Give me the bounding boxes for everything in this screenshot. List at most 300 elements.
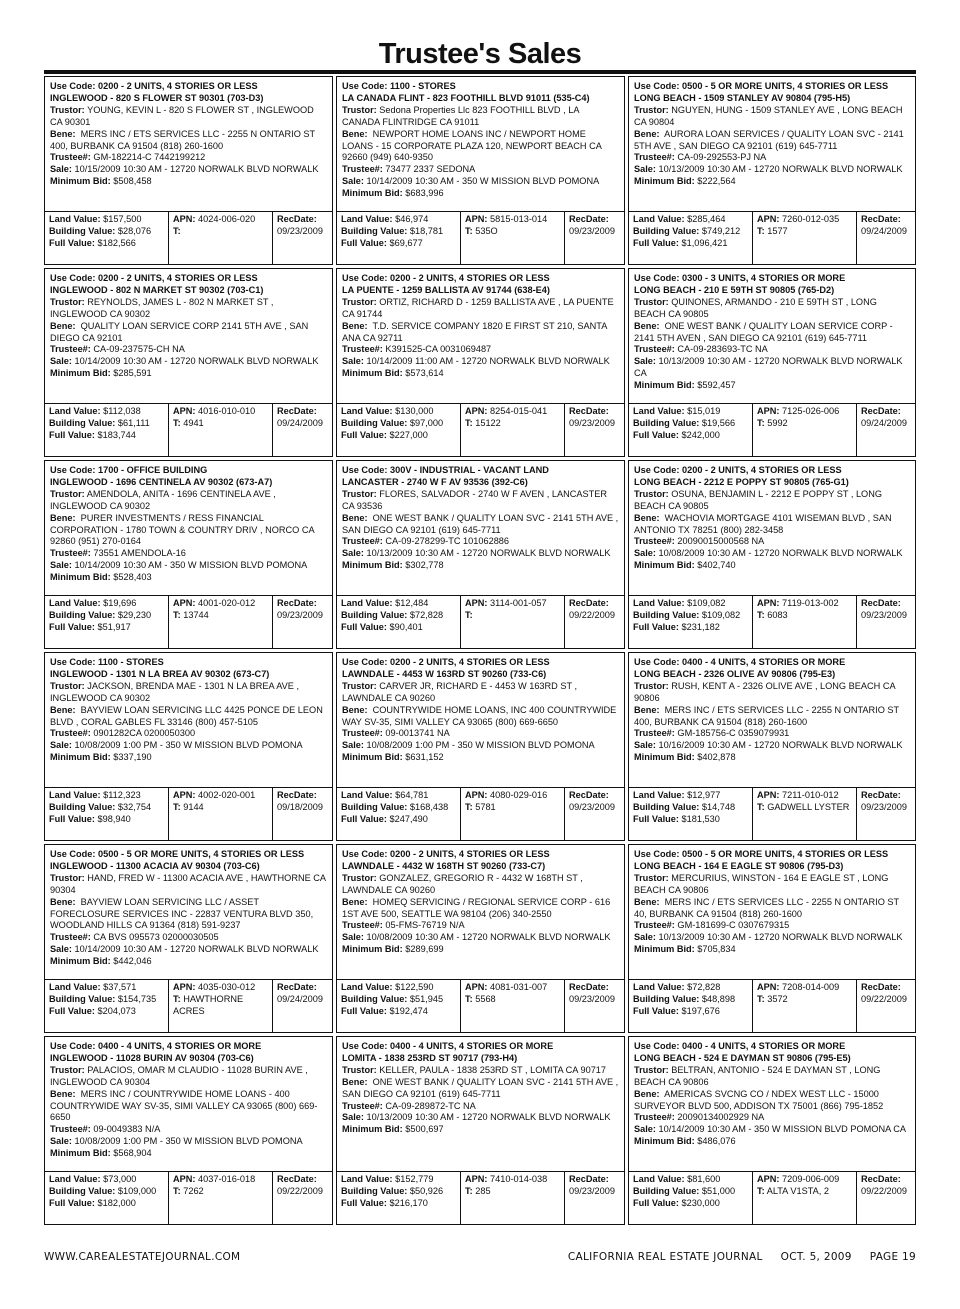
- listing-card: [628, 844, 916, 1033]
- tract-label: T:: [465, 801, 473, 812]
- trustee-value: 20090134002929 NA: [677, 1112, 765, 1123]
- listing-card: [336, 844, 625, 1033]
- footer-publication: CALIFORNIA REAL ESTATE JOURNAL: [567, 1251, 763, 1263]
- min-bid-value: $592,457: [697, 380, 736, 391]
- tract-value: 5781: [475, 801, 496, 812]
- property-address: INGLEWOOD - 820 S FLOWER ST 90301 (703-D3): [50, 92, 264, 103]
- use-code: Use Code: 0200 - 2 UNITS, 4 STORIES OR LESS: [634, 465, 842, 475]
- building-value-label: Building Value:: [341, 993, 408, 1004]
- apn-label: APN:: [465, 598, 488, 608]
- trustee-label: Trustee#:: [342, 164, 383, 175]
- apn-label: APN:: [173, 790, 196, 800]
- rec-date-label: RecDate:: [569, 982, 609, 992]
- min-bid-label: Minimum Bid:: [634, 944, 695, 955]
- bene-label: Bene:: [50, 1088, 76, 1099]
- bene-label: Bene:: [634, 128, 660, 139]
- sale-value: 10/08/2009 1:00 PM - 350 W MISSION BLVD POMONA: [74, 1136, 303, 1147]
- land-value-label: Land Value:: [633, 1174, 685, 1184]
- footer-info: [568, 1251, 916, 1263]
- trustor-line: [342, 681, 619, 705]
- trustor-value: CARVER JR, RICHARD E - 4453 W 163RD ST , LAWNDALE CA 90260: [342, 680, 578, 703]
- trustor-label: Trustor:: [50, 104, 85, 115]
- rec-date-label: RecDate:: [277, 406, 317, 416]
- building-value-label: Building Value:: [633, 417, 700, 428]
- min-bid-value: $337,190: [113, 752, 152, 763]
- trustor-value: BELTRAN, ANTONIO - 524 E DAYMAN ST , LONG BEACH CA 90806: [634, 1064, 881, 1087]
- full-value: $192,474: [389, 1005, 428, 1016]
- trustee-value: 09-0049383 N/A: [93, 1124, 161, 1135]
- apn-label: APN:: [757, 598, 780, 608]
- tract-label: T:: [465, 225, 473, 236]
- use-code: Use Code: 0400 - 4 UNITS, 4 STORIES OR MORE: [634, 1041, 846, 1051]
- land-value: $112,323: [103, 790, 141, 800]
- rec-date-value: 09/22/2009: [861, 993, 907, 1004]
- land-value: $37,571: [103, 982, 137, 992]
- sale-label: Sale:: [342, 740, 364, 751]
- listing-card: [44, 1036, 333, 1225]
- trustor-line: [50, 1065, 327, 1089]
- tract-label: T:: [465, 993, 473, 1004]
- apn-label: APN:: [173, 214, 196, 224]
- building-value-label: Building Value:: [633, 993, 700, 1004]
- rec-date-value: 09/24/2009: [277, 417, 323, 428]
- bene-line: [634, 513, 910, 537]
- min-bid-line: [342, 560, 619, 572]
- sale-line: [342, 356, 619, 368]
- sale-label: Sale:: [634, 1124, 656, 1135]
- bene-value: AMERICAS SVCNG CO / NDEX WEST LLC - 15000 SURVEYOR BLVD 500, ADDISON TX 75001 (866) 795-1852: [634, 1088, 884, 1111]
- full-value-label: Full Value:: [49, 237, 95, 248]
- value-column: [629, 596, 753, 648]
- bene-line: [50, 1089, 327, 1125]
- min-bid-label: Minimum Bid:: [634, 752, 695, 763]
- value-column: [337, 404, 461, 456]
- trustee-line: [50, 548, 327, 560]
- min-bid-label: Minimum Bid:: [634, 1136, 695, 1147]
- rec-date-label: RecDate:: [277, 982, 317, 992]
- value-column: [629, 212, 753, 264]
- rec-date-label: RecDate:: [277, 214, 317, 224]
- sale-line: [634, 164, 910, 176]
- min-bid-value: $573,614: [405, 368, 444, 379]
- rec-date-value: 09/18/2009: [277, 801, 323, 812]
- parcel-column: [461, 980, 565, 1032]
- listing-details: [629, 77, 915, 211]
- trustee-value: 73551 AMENDOLA-16: [93, 548, 186, 559]
- listing-details: [45, 461, 332, 595]
- parcel-column: [461, 596, 565, 648]
- apn-value: 5815-013-014: [490, 214, 548, 224]
- apn-label: APN:: [757, 790, 780, 800]
- land-value: $109,082: [687, 598, 726, 608]
- sale-value: 10/16/2009 10:30 AM - 12720 NORWALK BLVD NORWALK: [658, 740, 903, 751]
- use-code: Use Code: 0400 - 4 UNITS, 4 STORIES OR MORE: [50, 1041, 262, 1051]
- record-column: [565, 212, 624, 264]
- trustor-value: KELLER, PAULA - 1838 253RD ST , LOMITA CA 90717: [379, 1064, 607, 1075]
- min-bid-line: [634, 560, 910, 572]
- full-value-label: Full Value:: [49, 429, 95, 440]
- sale-value: 10/08/2009 10:30 AM - 12720 NORWALK BLVD NORWALK: [658, 548, 903, 559]
- trustee-value: 0901282CA 0200050300: [93, 728, 196, 739]
- valuation-table: [337, 595, 624, 648]
- rec-date-label: RecDate:: [569, 1174, 609, 1184]
- bene-value: MERS INC / ETS SERVICES LLC - 2255 N ONTARIO ST 400, BURBANK CA 91504 (818) 260-1600: [50, 128, 315, 151]
- min-bid-value: $289,699: [405, 944, 444, 955]
- land-value-label: Land Value:: [49, 214, 101, 224]
- record-column: [565, 980, 624, 1032]
- trustee-value: GM-181699-C 0307679315: [677, 920, 790, 931]
- listing-card: [44, 268, 333, 457]
- min-bid-value: $631,152: [405, 752, 444, 763]
- bene-line: [634, 1089, 910, 1113]
- apn-label: APN:: [173, 982, 196, 992]
- min-bid-label: Minimum Bid:: [50, 572, 111, 583]
- building-value: $51,000: [701, 1185, 736, 1196]
- sale-value: 10/08/2009 1:00 PM - 350 W MISSION BLVD POMONA: [366, 740, 595, 751]
- sale-value: 10/14/2009 10:30 AM - 350 W MISSION BLVD POMONA CA: [658, 1124, 907, 1135]
- trustor-value: FLORES, SALVADOR - 2740 W F AVEN , LANCASTER CA 93536: [342, 488, 607, 511]
- land-value: $12,484: [395, 598, 429, 608]
- use-code: Use Code: 0500 - 5 OR MORE UNITS, 4 STORIES OR LESS: [634, 81, 889, 91]
- sale-value: 10/08/2009 1:00 PM - 350 W MISSION BLVD POMONA: [74, 740, 303, 751]
- tract-value: 4941: [183, 417, 204, 428]
- min-bid-line: [342, 188, 619, 200]
- property-address: INGLEWOOD - 1301 N LA BREA AV 90302 (673-C7): [50, 668, 270, 679]
- land-value: $15,019: [687, 406, 721, 416]
- min-bid-label: Minimum Bid:: [342, 944, 403, 955]
- apn-label: APN:: [465, 982, 488, 992]
- property-address: LONG BEACH - 210 E 59TH ST 90805 (765-D2): [634, 284, 835, 295]
- valuation-table: [337, 211, 624, 264]
- building-value: $29,230: [117, 609, 152, 620]
- trustee-line: [634, 1112, 910, 1124]
- parcel-column: [753, 596, 857, 648]
- min-bid-label: Minimum Bid:: [50, 176, 111, 187]
- building-value: $61,111: [117, 417, 150, 428]
- trustee-line: [634, 728, 910, 740]
- value-column: [629, 980, 753, 1032]
- trustor-label: Trustor:: [50, 488, 85, 499]
- listing-details: [45, 77, 332, 211]
- min-bid-value: $568,904: [113, 1148, 152, 1159]
- record-column: [857, 596, 915, 648]
- apn-label: APN:: [173, 1174, 196, 1184]
- sale-line: [50, 944, 327, 956]
- min-bid-value: $402,740: [697, 560, 736, 571]
- trustee-line: [50, 728, 327, 740]
- trustor-label: Trustor:: [50, 872, 85, 883]
- full-value-label: Full Value:: [341, 237, 387, 248]
- land-value-label: Land Value:: [49, 406, 101, 416]
- full-value: $242,000: [681, 429, 720, 440]
- trustee-value: CA-09-283693-TC NA: [677, 344, 768, 355]
- full-value: $181,530: [681, 813, 720, 824]
- listing-details: [337, 77, 624, 211]
- building-value: $168,438: [409, 801, 449, 812]
- bene-label: Bene:: [342, 320, 368, 331]
- valuation-table: [337, 979, 624, 1032]
- bene-value: HOMEQ SERVICING / REGIONAL SERVICE CORP - 616 1ST AVE 500, SEATTLE WA 98104 (206) 340-2550: [342, 896, 611, 919]
- trustee-line: [634, 920, 910, 932]
- valuation-table: [337, 787, 624, 840]
- trustee-label: Trustee#:: [634, 1112, 675, 1123]
- listing-details: [337, 461, 624, 595]
- record-column: [565, 1172, 624, 1224]
- sale-line: [50, 560, 327, 572]
- valuation-table: [337, 403, 624, 456]
- trustee-label: Trustee#:: [634, 920, 675, 931]
- min-bid-label: Minimum Bid:: [342, 188, 403, 199]
- full-value-label: Full Value:: [633, 429, 679, 440]
- sale-label: Sale:: [634, 164, 656, 175]
- rec-date-value: 09/23/2009: [569, 1185, 615, 1196]
- trustee-line: [342, 536, 619, 548]
- trustee-label: Trustee#:: [50, 932, 91, 943]
- sale-label: Sale:: [634, 740, 656, 751]
- sale-label: Sale:: [342, 356, 364, 367]
- parcel-column: [753, 212, 857, 264]
- full-value-label: Full Value:: [633, 621, 679, 632]
- trustee-value: GM-182214-C 7442199212: [93, 152, 206, 163]
- parcel-column: [753, 1172, 857, 1224]
- valuation-table: [45, 595, 332, 648]
- sale-value: 10/13/2009 10:30 AM - 12720 NORWALK BLVD NORWALK: [366, 1112, 611, 1123]
- trustee-line: [342, 728, 619, 740]
- use-code: Use Code: 0200 - 2 UNITS, 4 STORIES OR LESS: [50, 273, 258, 283]
- use-code: Use Code: 0200 - 2 UNITS, 4 STORIES OR LESS: [342, 849, 550, 859]
- value-column: [45, 788, 169, 840]
- property-address: LONG BEACH - 1509 STANLEY AV 90804 (795-H5): [634, 92, 851, 103]
- rec-date-value: 09/24/2009: [277, 993, 323, 1004]
- sale-label: Sale:: [634, 548, 656, 559]
- trustee-value: 73477 2337 SEDONA: [385, 164, 476, 175]
- record-column: [857, 980, 915, 1032]
- value-column: [45, 980, 169, 1032]
- bene-value: ONE WEST BANK / QUALITY LOAN SERVICE CORP - 2141 5TH AVEN , SAN DIEGO CA 92101 (619) 645-7711: [634, 320, 893, 343]
- trustor-label: Trustor:: [342, 680, 377, 691]
- trustor-label: Trustor:: [342, 104, 377, 115]
- min-bid-value: $508,458: [113, 176, 152, 187]
- trustee-label: Trustee#:: [634, 536, 675, 547]
- full-value: $69,677: [389, 237, 423, 248]
- record-column: [273, 212, 332, 264]
- property-address: LONG BEACH - 2326 OLIVE AV 90806 (795-E3): [634, 668, 836, 679]
- apn-value: 8254-015-041: [490, 406, 548, 416]
- min-bid-value: $528,403: [113, 572, 152, 583]
- apn-value: 7125-026-006: [782, 406, 840, 416]
- tract-value: ALTA V1STA, 2: [766, 1185, 829, 1196]
- min-bid-value: $683,996: [405, 188, 444, 199]
- record-column: [273, 404, 332, 456]
- min-bid-value: $402,878: [697, 752, 736, 763]
- sale-label: Sale:: [50, 944, 72, 955]
- parcel-column: [461, 1172, 565, 1224]
- use-code: Use Code: 1100 - STORES: [342, 81, 456, 91]
- trustee-label: Trustee#:: [634, 152, 675, 163]
- min-bid-label: Minimum Bid:: [342, 368, 403, 379]
- full-value-label: Full Value:: [633, 1197, 679, 1208]
- min-bid-line: [50, 1148, 327, 1160]
- land-value-label: Land Value:: [341, 214, 393, 224]
- building-value-label: Building Value:: [341, 417, 408, 428]
- min-bid-line: [342, 752, 619, 764]
- tract-value: 285: [475, 1185, 491, 1196]
- min-bid-label: Minimum Bid:: [634, 560, 695, 571]
- value-column: [629, 404, 753, 456]
- trustor-label: Trustor:: [342, 296, 377, 307]
- full-value-label: Full Value:: [49, 1197, 95, 1208]
- listing-card: [44, 652, 333, 841]
- trustee-label: Trustee#:: [50, 152, 91, 163]
- apn-label: APN:: [757, 406, 780, 416]
- building-value: $18,781: [409, 225, 444, 236]
- trustor-value: OSUNA, BENJAMIN L - 2212 E POPPY ST , LONG BEACH CA 90805: [634, 488, 882, 511]
- parcel-column: [169, 980, 273, 1032]
- trustee-line: [634, 536, 910, 548]
- full-value: $227,000: [389, 429, 428, 440]
- value-column: [629, 1172, 753, 1224]
- trustee-value: CA-09-278299-TC 101062886: [385, 536, 510, 547]
- min-bid-line: [50, 956, 327, 968]
- bene-value: BAYVIEW LOAN SERVICING LLC 4425 PONCE DE LEON BLVD , CORAL GABLES FL 33146 (800) 457-5105: [50, 704, 323, 727]
- rec-date-label: RecDate:: [277, 1174, 317, 1184]
- full-value: $231,182: [681, 621, 720, 632]
- trustee-label: Trustee#:: [634, 344, 675, 355]
- land-value-label: Land Value:: [633, 982, 685, 992]
- property-address: LONG BEACH - 524 E DAYMAN ST 90806 (795-E5): [634, 1052, 851, 1063]
- trustee-value: 05-FMS-76719 N/A: [385, 920, 465, 931]
- bene-label: Bene:: [50, 512, 76, 523]
- sale-label: Sale:: [50, 1136, 72, 1147]
- valuation-table: [337, 1171, 624, 1224]
- sale-line: [342, 932, 619, 944]
- property-address: LONG BEACH - 164 E EAGLE ST 90806 (795-D3): [634, 860, 844, 871]
- listing-card: [44, 844, 333, 1033]
- parcel-column: [753, 788, 857, 840]
- sale-label: Sale:: [50, 560, 72, 571]
- building-value: $19,566: [701, 417, 736, 428]
- full-value-label: Full Value:: [49, 813, 95, 824]
- trustor-value: ORTIZ, RICHARD D - 1259 BALLISTA AVE , LA PUENTE CA 91744: [342, 296, 614, 319]
- listing-card: [628, 268, 916, 457]
- tract-value: 1577: [767, 225, 788, 236]
- min-bid-line: [342, 1124, 619, 1136]
- sale-line: [342, 1112, 619, 1124]
- land-value: $152,779: [395, 1174, 434, 1184]
- building-value-label: Building Value:: [633, 1185, 700, 1196]
- bene-line: [634, 129, 910, 153]
- use-code: Use Code: 0400 - 4 UNITS, 4 STORIES OR MORE: [342, 1041, 554, 1051]
- full-value: $182,000: [97, 1197, 136, 1208]
- building-value: $97,000: [409, 417, 444, 428]
- property-address: LA PUENTE - 1259 BALLISTA AV 91744 (638-E4): [342, 284, 550, 295]
- bene-line: [342, 129, 619, 165]
- sale-line: [634, 1124, 910, 1136]
- apn-label: APN:: [465, 214, 488, 224]
- property-address: INGLEWOOD - 802 N MARKET ST 90302 (703-C1): [50, 284, 264, 295]
- valuation-table: [629, 595, 915, 648]
- page-title: Trustee's Sales: [378, 38, 582, 70]
- sale-value: 10/13/2009 10:30 AM - 12720 NORWALK BLVD NORWALK: [366, 548, 611, 559]
- trustee-label: Trustee#:: [634, 728, 675, 739]
- bene-label: Bene:: [50, 704, 76, 715]
- land-value-label: Land Value:: [633, 406, 685, 416]
- tract-label: T:: [465, 417, 473, 428]
- value-column: [337, 596, 461, 648]
- full-value: $247,490: [389, 813, 428, 824]
- land-value: $73,000: [103, 1174, 137, 1184]
- trustor-value: JACKSON, BRENDA MAE - 1301 N LA BREA AVE , INGLEWOOD CA 90302: [50, 680, 300, 703]
- listing-card: [628, 652, 916, 841]
- apn-label: APN:: [173, 598, 196, 608]
- sale-label: Sale:: [342, 548, 364, 559]
- building-value: $109,082: [701, 609, 741, 620]
- tract-label: T:: [173, 1185, 181, 1196]
- full-value: $230,000: [681, 1197, 720, 1208]
- full-value-label: Full Value:: [341, 429, 387, 440]
- full-value: $51,917: [97, 621, 131, 632]
- sale-line: [342, 740, 619, 752]
- trustee-line: [50, 152, 327, 164]
- land-value: $285,464: [687, 214, 726, 224]
- rec-date-label: RecDate:: [569, 598, 609, 608]
- min-bid-label: Minimum Bid:: [50, 368, 111, 379]
- tract-label: T:: [757, 417, 765, 428]
- rec-date-label: RecDate:: [861, 598, 901, 608]
- bene-label: Bene:: [634, 704, 660, 715]
- min-bid-line: [342, 368, 619, 380]
- value-column: [337, 788, 461, 840]
- use-code: Use Code: 0300 - 3 UNITS, 4 STORIES OR MORE: [634, 273, 846, 283]
- apn-value: 4002-020-001: [198, 790, 256, 800]
- listing-card: [628, 460, 916, 649]
- sale-value: 10/13/2009 10:30 AM - 12720 NORWALK BLVD NORWALK CA: [634, 356, 903, 379]
- full-value-label: Full Value:: [341, 1005, 387, 1016]
- building-value-label: Building Value:: [341, 609, 408, 620]
- building-value-label: Building Value:: [633, 609, 700, 620]
- apn-value: 7208-014-009: [782, 982, 840, 992]
- building-value: $51,945: [409, 993, 444, 1004]
- trustee-line: [342, 1101, 619, 1113]
- sale-line: [50, 1136, 327, 1148]
- min-bid-value: $442,046: [113, 956, 152, 967]
- rec-date-label: RecDate:: [277, 790, 317, 800]
- trustor-line: [50, 297, 327, 321]
- trustor-label: Trustor:: [342, 1064, 377, 1075]
- rec-date-value: 09/22/2009: [569, 609, 615, 620]
- tract-value: 7262: [183, 1185, 204, 1196]
- min-bid-line: [634, 176, 910, 188]
- listing-card: [628, 76, 916, 265]
- trustor-label: Trustor:: [634, 296, 669, 307]
- full-value: $182,566: [97, 237, 136, 248]
- rec-date-value: 09/23/2009: [277, 225, 323, 236]
- min-bid-line: [50, 368, 327, 380]
- bene-label: Bene:: [342, 704, 368, 715]
- bene-line: [50, 321, 327, 345]
- land-value-label: Land Value:: [633, 214, 685, 224]
- tract-value: 5992: [767, 417, 788, 428]
- sale-value: 10/08/2009 10:30 AM - 12720 NORWALK BLVD NORWALK: [366, 932, 611, 943]
- trustee-label: Trustee#:: [342, 1100, 383, 1111]
- listing-card: [336, 652, 625, 841]
- full-value: $1,096,421: [681, 237, 728, 248]
- trustor-line: [342, 1065, 619, 1077]
- min-bid-line: [50, 752, 327, 764]
- listing-details: [45, 1037, 332, 1171]
- land-value: $112,038: [103, 406, 141, 416]
- trustor-line: [634, 105, 910, 129]
